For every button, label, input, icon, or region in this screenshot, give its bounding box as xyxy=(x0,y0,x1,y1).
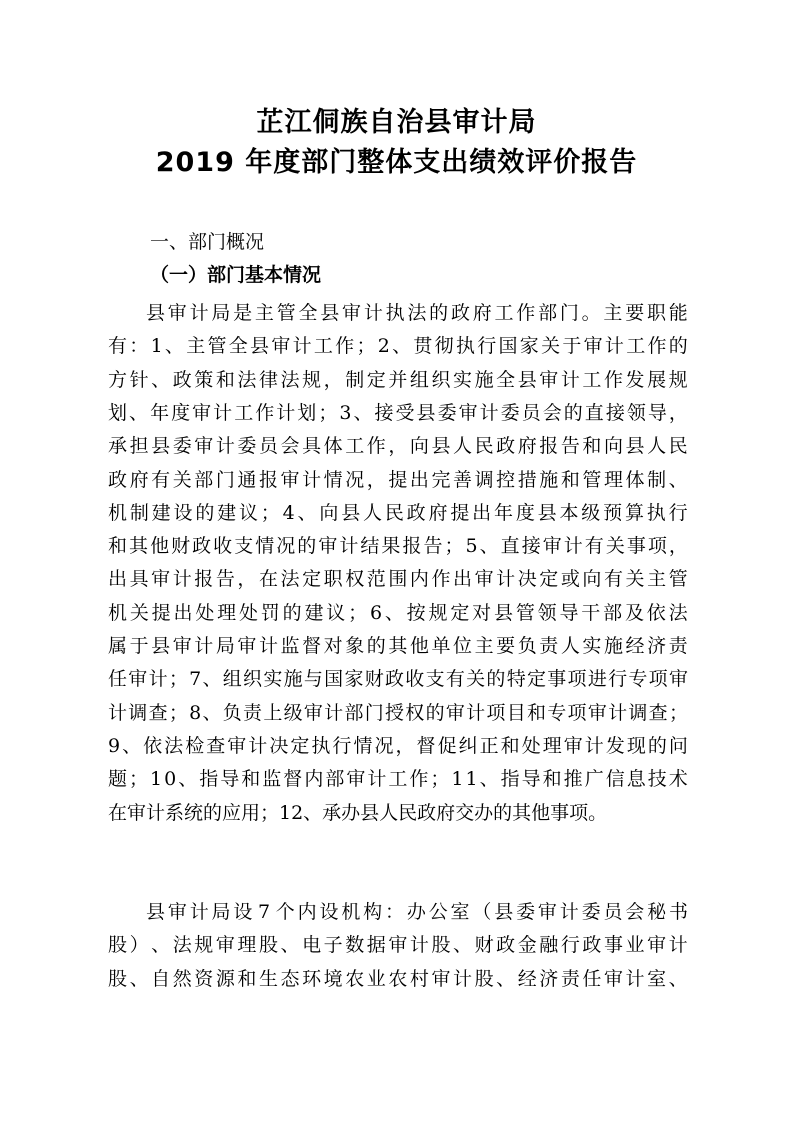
paragraph-line: 在审计系统的应用；12、承办县人民政府交办的其他事项。 xyxy=(108,801,608,824)
section-heading: 一、部门概况 xyxy=(150,231,265,253)
paragraph-line: 题 ； 1 0 、 指 导 和 监 督 内 部 审 计 工 作 ； 1 1 、 指 导 和 推 广 信 息 技 术 xyxy=(108,768,688,791)
paragraph-line: 和 其 他 财 政 收 支 情 况 的 审 计 结 果 报 告 ； 5 、 直 接 审 计 有 关 事 项 ， xyxy=(108,535,688,558)
paragraph-line: 股 、 自 然 资 源 和 生 态 环 境 农 业 农 村 审 计 股 、 经 济 责 任 审 计 室 、 xyxy=(108,967,688,990)
paragraph-line: 属 于 县 审 计 局 审 计 监 督 对 象 的 其 他 单 位 主 要 负 责 人 实 施 经 济 责 xyxy=(108,635,688,657)
paragraph-line: 承 担 县 委 审 计 委 员 会 具 体 工 作 ， 向 县 人 民 政 府 报 告 和 向 县 人 民 xyxy=(108,435,688,458)
subsection-heading: （一）部门基本情况 xyxy=(150,264,322,286)
paragraph-line: 县 审 计 局 是 主 管 全 县 审 计 执 法 的 政 府 工 作 部 门 。 主 要 职 能 xyxy=(146,302,688,324)
paragraph-line: 县 审 计 局 设 7 个 内 设 机 构 ： 办 公 室 （ 县 委 审 计 委 员 会 秘 书 xyxy=(146,901,688,923)
paragraph-line: 股 ） 、 法 规 审 理 股 、 电 子 数 据 审 计 股 、 财 政 金 融 行 政 事 业 审 计 xyxy=(108,934,688,957)
paragraph-line: 有 ： 1 、 主 管 全 县 审 计 工 作 ； 2 、 贯 彻 执 行 国 家 关 于 审 计 工 作 的 xyxy=(108,335,688,358)
paragraph-line: 划 、 年 度 审 计 工 作 计 划 ； 3 、 接 受 县 委 审 计 委 员 会 的 直 接 领 导 ， xyxy=(108,401,688,424)
paragraph-line: 9 、 依 法 检 查 审 计 决 定 执 行 情 况 ， 督 促 纠 正 和 处 理 审 计 发 现 的 问 xyxy=(108,734,688,757)
paragraph-line: 任 审 计 ； 7 、 组 织 实 施 与 国 家 财 政 收 支 有 关 的 特 定 事 项 进 行 专 项 审 xyxy=(108,668,688,691)
paragraph-line: 方 针 、 政 策 和 法 律 法 规 ， 制 定 并 组 织 实 施 全 县 审 计 工 作 发 展 规 xyxy=(108,368,688,391)
document-title-line1: 芷江侗族自治县审计局 xyxy=(256,107,537,138)
paragraph-line: 出 具 审 计 报 告 ， 在 法 定 职 权 范 围 内 作 出 审 计 决 定 或 向 有 关 主 管 xyxy=(108,568,688,591)
paragraph-line: 机 关 提 出 处 理 处 罚 的 建 议 ； 6 、 按 规 定 对 县 管 领 导 干 部 及 依 法 xyxy=(108,601,688,624)
paragraph-line: 计 调 查 ； 8 、 负 责 上 级 审 计 部 门 授 权 的 审 计 项 目 和 专 项 审 计 调 查 ； xyxy=(108,701,688,724)
paragraph-line: 机 制 建 设 的 建 议 ； 4 、 向 县 人 民 政 府 提 出 年 度 县 本 级 预 算 执 行 xyxy=(108,501,688,524)
paragraph-line: 政 府 有 关 部 门 通 报 审 计 情 况 ， 提 出 完 善 调 控 措 施 和 管 理 体 制 、 xyxy=(108,468,688,491)
document-title-line2: 2019 年度部门整体支出绩效评价报告 xyxy=(155,147,638,178)
